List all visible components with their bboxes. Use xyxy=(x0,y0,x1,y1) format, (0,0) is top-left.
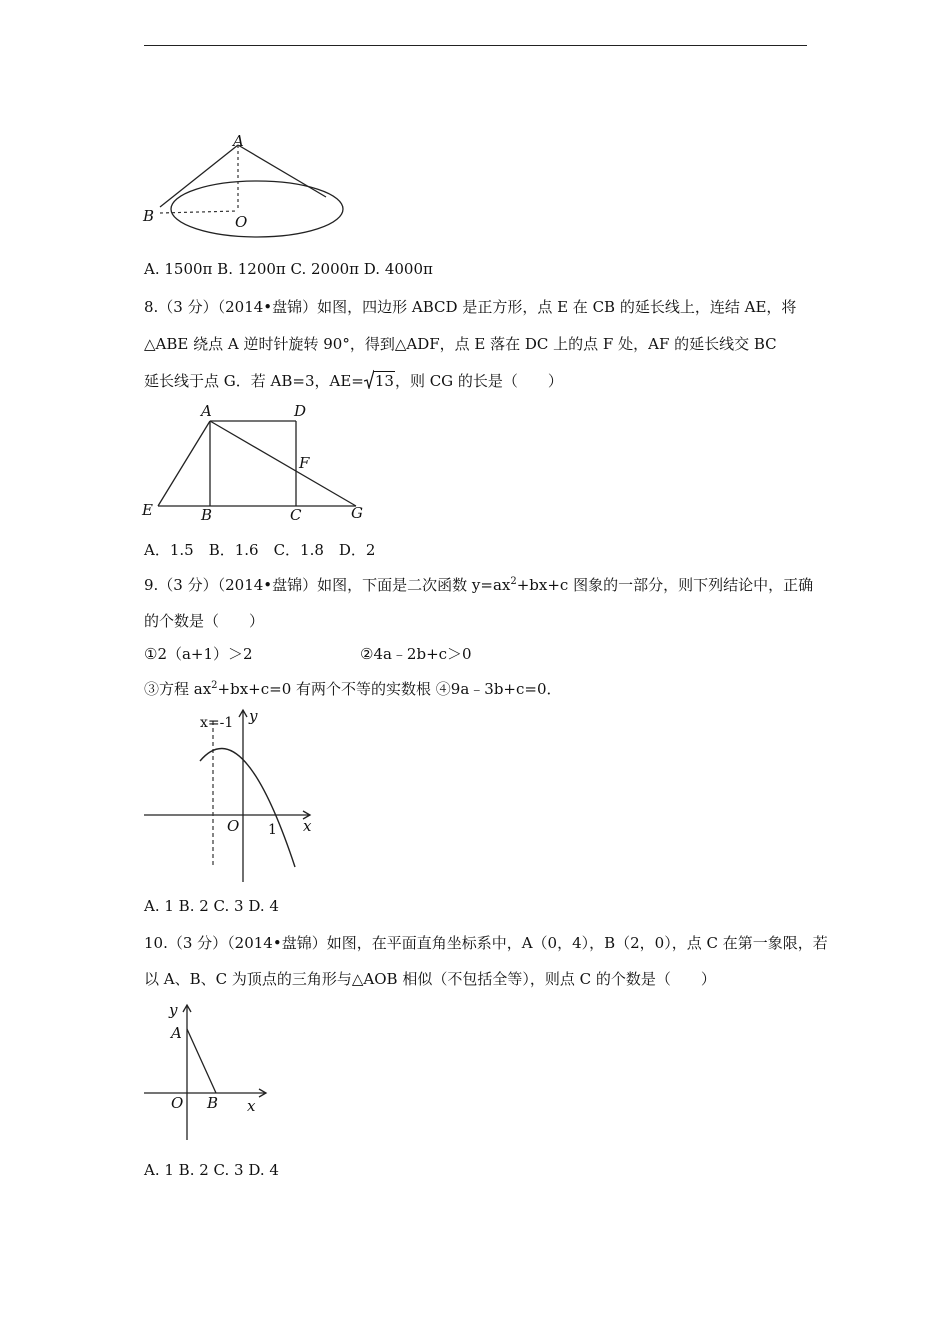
q8-line-3-tail: ，则 CG 的长是（ ） xyxy=(394,372,563,390)
label-x: x xyxy=(303,817,312,835)
label-a: A xyxy=(201,402,212,420)
label-o: O xyxy=(227,817,240,835)
sqrt-13 xyxy=(364,372,395,390)
q8-line-1: 8.（3 分）（2014•盘锦）如图，四边形 ABCD 是正方形，点 E 在 CB 的延长线上，连结 AE，将 xyxy=(144,298,797,316)
q8-options: A．1.5 B．1.6 C．1.8 D．2 xyxy=(144,541,376,559)
label-b: B xyxy=(143,207,155,225)
label-b: B xyxy=(207,1094,219,1112)
q9-condition-3-text: ③方程 ax xyxy=(144,680,212,698)
label-one: 1 xyxy=(268,822,277,838)
q10-options: A. 1 B. 2 C. 3 D. 4 xyxy=(144,1161,279,1179)
q9-line-1 xyxy=(144,574,813,595)
q9-condition-3-tail: +bx+c=0 有两个不等的实数根 ④9a﹣3b+c=0． xyxy=(217,680,562,698)
label-b: B xyxy=(201,506,213,524)
cone-figure xyxy=(140,128,340,246)
q9-options: A. 1 B. 2 C. 3 D. 4 xyxy=(144,897,279,915)
q8-line-3 xyxy=(144,370,563,391)
label-a: A xyxy=(171,1024,182,1042)
q8-line-2: △ABE 绕点 A 逆时针旋转 90°，得到△ADF，点 E 落在 DC 上的点 F 处，AF 的延长线交 BC xyxy=(144,335,777,353)
q7-options: A. 1500π B. 1200π C. 2000π D. 4000π xyxy=(144,260,433,278)
label-c: C xyxy=(290,506,302,524)
q8-line-3-text: 延长线于点 G．若 AB=3，AE= xyxy=(144,372,364,390)
label-y: y xyxy=(169,1001,178,1019)
q10-line-1: 10.（3 分）（2014•盘锦）如图，在平面直角坐标系中，A（0，4），B（2，0），点 C 在第一象限，若 xyxy=(144,934,828,952)
label-x: x xyxy=(247,1097,256,1115)
square-figure xyxy=(140,400,380,525)
label-g: G xyxy=(351,504,363,522)
coordinate-figure xyxy=(140,995,280,1145)
header-rule xyxy=(144,45,807,46)
label-d: D xyxy=(294,402,307,420)
label-o: O xyxy=(235,213,248,231)
q9-condition-1: ①2（a+1）＞2 xyxy=(144,645,253,663)
label-o: O xyxy=(171,1094,184,1112)
q9-condition-2: ②4a﹣2b+c＞0 xyxy=(360,645,472,663)
label-e: E xyxy=(142,501,153,519)
parabola-figure xyxy=(140,705,330,885)
label-f: F xyxy=(299,454,310,472)
q10-line-2: 以 A、B、C 为顶点的三角形与△AOB 相似（不包括全等），则点 C 的个数是（ ） xyxy=(144,970,716,988)
label-axis-line: x=-1 xyxy=(200,715,234,731)
q9-condition-3-4 xyxy=(144,678,562,699)
q9-line-2: 的个数是（ ） xyxy=(144,612,265,630)
q9-line-1-text: 9.（3 分）（2014•盘锦）如图，下面是二次函数 y=ax xyxy=(144,576,511,594)
label-a: A xyxy=(233,132,244,150)
superscript: 2 xyxy=(510,576,517,587)
sqrt-radicand: 13 xyxy=(374,372,394,390)
q9-line-1-tail: +bx+c 图象的一部分，则下列结论中，正确 xyxy=(516,576,814,594)
label-y: y xyxy=(249,707,258,725)
superscript: 2 xyxy=(211,680,218,691)
